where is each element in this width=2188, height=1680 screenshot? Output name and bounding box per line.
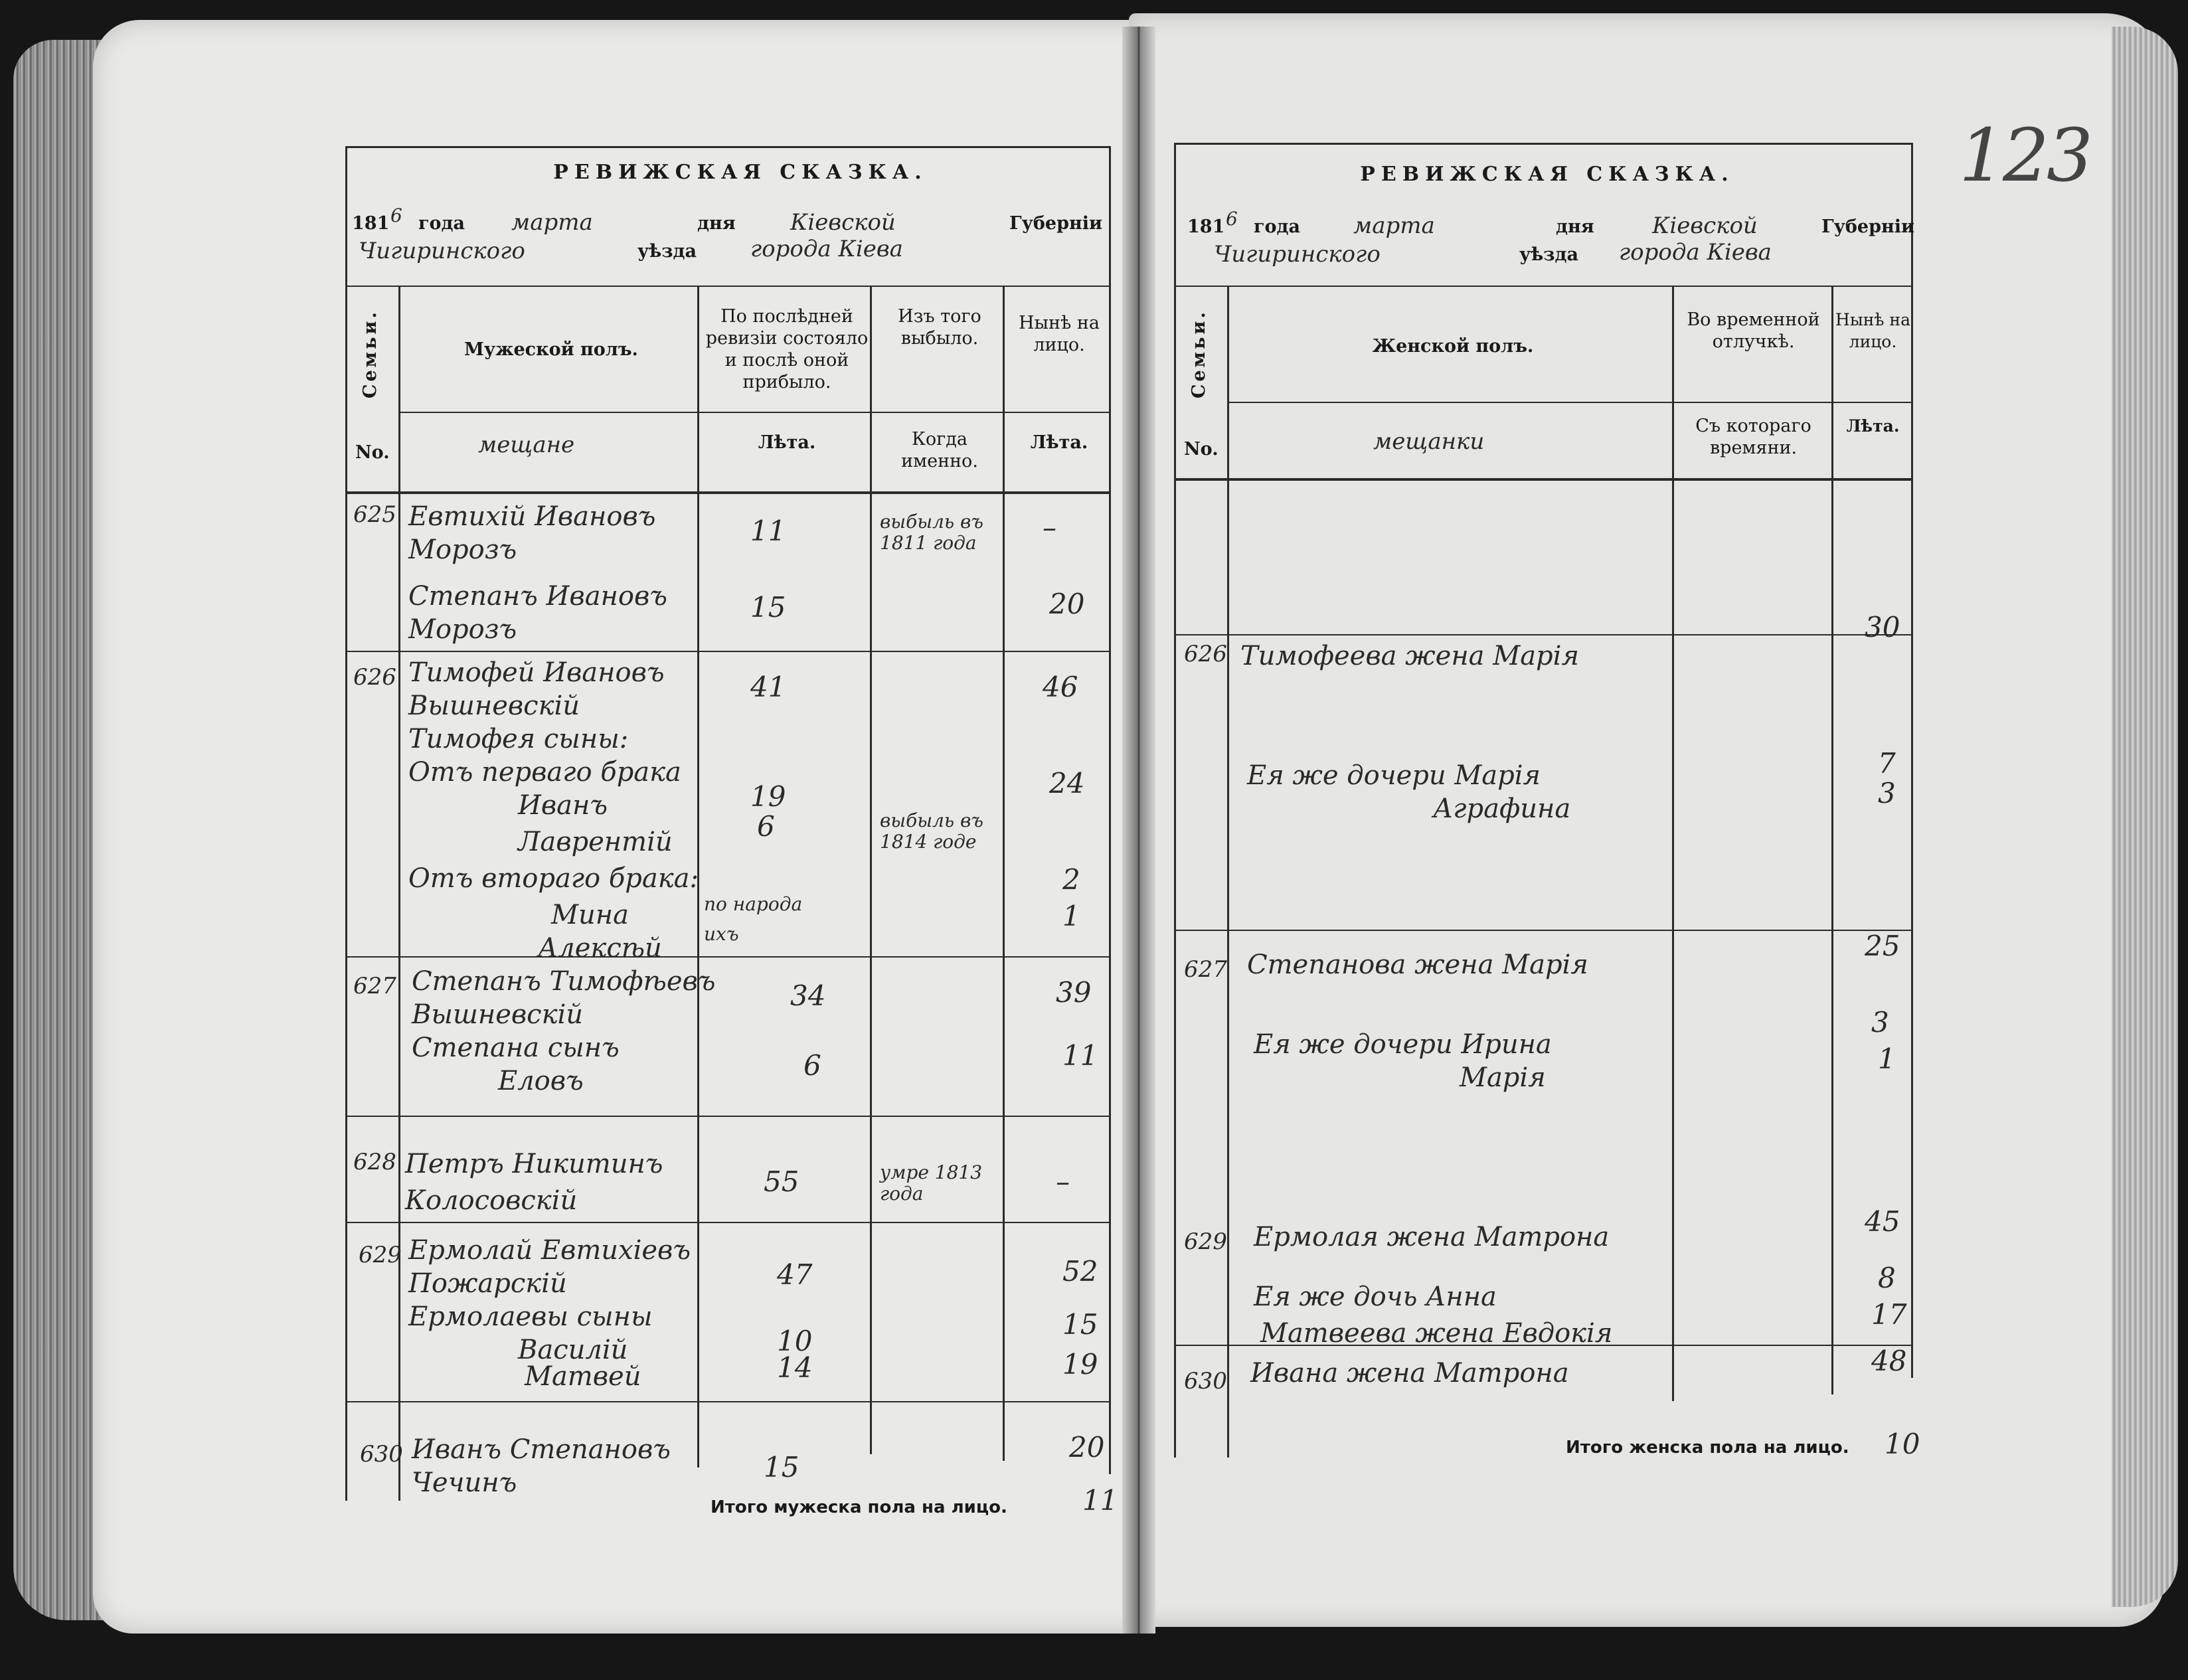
row-last-years: ихъ	[704, 923, 739, 945]
row-present-years: 20	[1069, 1431, 1105, 1464]
row-name: Ермолая жена Матрона	[1254, 1222, 1610, 1252]
row-present-years: –	[1056, 1165, 1070, 1198]
row-rule	[1174, 634, 1911, 635]
row-name: Иванъ Степановъ	[412, 1434, 671, 1465]
town-hand: города Кiева	[1619, 239, 1772, 266]
year-label: года	[418, 213, 465, 234]
row-name: Евтихiй Ивановъ	[408, 501, 656, 532]
col-name-rule	[1672, 286, 1674, 1401]
row-last-years: 41	[750, 671, 786, 703]
col-last-rule	[870, 286, 872, 1454]
subheader-rule	[1227, 402, 1911, 403]
row-last-years: 14	[777, 1351, 813, 1384]
row-name: Ермолаевы сыны	[408, 1302, 653, 1332]
sub-years: Лѣта.	[1846, 416, 1900, 436]
col-family-header: Семьи.	[360, 309, 380, 398]
col-male-hand: мещане	[478, 432, 575, 458]
row-name: Алексѣй	[538, 933, 662, 964]
row-present-years: 24	[1049, 767, 1085, 799]
col-family-rule	[398, 286, 400, 1501]
month-hand: марта	[511, 209, 593, 236]
row-name: Марiя	[1460, 1062, 1546, 1093]
table-top-rule	[1174, 478, 1911, 481]
row-name: Степана сынъ	[412, 1033, 620, 1063]
col-no-header: No.	[355, 442, 390, 463]
row-present-years: 8	[1878, 1262, 1896, 1294]
row-name: Ивана жена Матрона	[1250, 1358, 1569, 1388]
year-label: года	[1254, 216, 1301, 237]
row-name: Тимофеева жена Марiя	[1240, 641, 1579, 671]
sub-when: Когда именно.	[901, 429, 978, 471]
row-name: Еловъ	[498, 1066, 584, 1096]
frame-left	[345, 146, 347, 1501]
row-name: Ея же дочери Ирина	[1254, 1029, 1552, 1060]
row-last-years: 19	[750, 780, 786, 813]
row-name: Ермолай Евтихiевъ	[408, 1235, 691, 1266]
row-present-years: 30	[1865, 611, 1900, 643]
day-label: дня	[1556, 216, 1594, 237]
row-name: Морозъ	[408, 614, 517, 645]
row-present-years: 2	[1062, 863, 1080, 896]
row-no: 630	[360, 1441, 403, 1468]
row-present-years: 19	[1062, 1348, 1098, 1381]
row-rule	[1174, 930, 1911, 931]
row-name: Матвеева жена Евдокiя	[1260, 1318, 1613, 1349]
row-present-years: 39	[1056, 976, 1092, 1009]
row-left-when: умре 1813 года	[880, 1161, 983, 1205]
row-no: 626	[353, 664, 396, 691]
row-name: Мина	[551, 900, 629, 930]
district-hand: Чигиринского	[359, 238, 525, 264]
row-last-years: 10	[777, 1325, 813, 1357]
year-prefix: 181	[1187, 216, 1225, 237]
row-no: 630	[1184, 1368, 1227, 1394]
row-last-years: 55	[764, 1165, 799, 1198]
row-name: Лаврентiй	[518, 827, 673, 857]
row-present-years: 15	[1062, 1308, 1098, 1341]
row-rule	[345, 1116, 1109, 1117]
left-census-form	[345, 146, 1136, 1517]
row-present-years: 3	[1871, 1006, 1889, 1039]
right-census-form	[1174, 143, 1920, 1458]
col-left-rule	[1003, 286, 1005, 1461]
col-absent-header: Во временной отлучкѣ.	[1687, 309, 1820, 352]
row-rule	[345, 956, 1109, 958]
col-male-header: Мужеской полъ.	[464, 339, 638, 360]
row-name: Вышневскiй	[408, 691, 580, 721]
page-edges-right	[2112, 27, 2178, 1607]
row-last-years: 15	[750, 591, 786, 624]
col-left-header: Изъ того выбыло.	[898, 306, 981, 349]
row-name: Морозъ	[408, 535, 517, 565]
row-name: Отъ перваго брака	[408, 757, 681, 788]
row-left-when: выбыль въ 1814 годе	[880, 809, 983, 853]
row-rule	[345, 1222, 1109, 1223]
form-title: РЕВИЖСКАЯ СКАЗКА.	[1360, 163, 1734, 186]
frame-left	[1174, 143, 1176, 1458]
row-last-years: по народа	[704, 893, 803, 915]
row-last-years: 47	[777, 1258, 813, 1291]
row-name: Василiй	[518, 1335, 628, 1365]
row-present-years: 17	[1871, 1298, 1907, 1331]
row-name: Матвей	[525, 1361, 641, 1392]
col-female-header: Женской полъ.	[1372, 336, 1534, 357]
district-hand: Чигиринского	[1214, 241, 1381, 268]
row-name: Вышневскiй	[412, 999, 584, 1030]
row-name: Пожарскiй	[408, 1268, 567, 1299]
row-left-when: выбыль въ 1811 года	[880, 511, 983, 554]
row-rule	[345, 651, 1109, 652]
year-hand: 6	[1226, 208, 1238, 230]
row-present-years: 11	[1062, 1039, 1098, 1072]
total-male-label: Итого мужеска пола на лицо.	[711, 1497, 1007, 1517]
frame-top	[1174, 143, 1911, 145]
row-present-years: 52	[1062, 1255, 1098, 1288]
col-family-rule	[1227, 286, 1229, 1458]
district-label: уѣзда	[637, 241, 697, 262]
row-name: Иванъ	[518, 790, 608, 821]
row-present-years: 45	[1865, 1205, 1900, 1238]
row-name: Аграфина	[1433, 794, 1571, 824]
row-name: Отъ втораго брака:	[408, 863, 699, 894]
col-absent-rule	[1831, 286, 1833, 1394]
year-hand: 6	[390, 205, 402, 226]
row-present-years: –	[1043, 511, 1056, 544]
day-label: дня	[697, 213, 736, 234]
col-no-header: No.	[1184, 439, 1219, 460]
row-rule	[345, 1401, 1109, 1402]
row-last-years: 6	[803, 1049, 821, 1082]
row-name: Петръ Никитинъ	[405, 1149, 663, 1179]
frame-right	[1911, 143, 1913, 1378]
row-name: Тимофей Ивановъ	[408, 657, 665, 688]
row-present-years: 20	[1049, 588, 1085, 620]
row-no: 629	[1184, 1228, 1227, 1255]
row-name: Ея же дочери Марiя	[1247, 760, 1541, 791]
row-name: Колосовскiй	[405, 1185, 578, 1216]
row-present-years: 1	[1062, 900, 1080, 932]
town-hand: города Кiева	[750, 236, 903, 262]
district-label: уѣзда	[1519, 244, 1578, 265]
sub-years-1: Лѣта.	[758, 432, 816, 453]
row-no: 629	[359, 1242, 402, 1268]
row-name: Чечинъ	[412, 1468, 517, 1498]
row-present-years: 1	[1878, 1043, 1896, 1075]
page-number: 123	[1959, 113, 2090, 198]
row-name: Степанъ Тимофѣевъ	[412, 966, 716, 997]
row-name: Степанова жена Марiя	[1247, 950, 1588, 980]
sub-years-2: Лѣта.	[1030, 432, 1088, 453]
row-last-years: 6	[757, 810, 775, 843]
total-female-value: 10	[1885, 1428, 1920, 1460]
table-top-rule	[345, 491, 1109, 494]
row-last-years: 15	[764, 1451, 799, 1483]
row-present-years: 7	[1878, 747, 1896, 780]
row-name: Тимофея сыны:	[408, 724, 629, 754]
sub-since: Съ котораго времяни.	[1695, 416, 1811, 458]
row-present-years: 48	[1871, 1345, 1907, 1377]
province-label: Губернiи	[1821, 216, 1915, 237]
header-rule	[345, 286, 1109, 287]
total-male-value: 11	[1082, 1484, 1118, 1517]
province-label: Губернiи	[1009, 213, 1103, 234]
row-no: 625	[353, 501, 396, 528]
col-present-header: Нынѣ на лицо.	[1019, 313, 1100, 355]
row-present-years: 25	[1865, 930, 1900, 962]
frame-top	[345, 146, 1109, 148]
province-hand: Кiевской	[1652, 212, 1758, 239]
col-present-header: Нынѣ на лицо.	[1835, 310, 1910, 351]
row-no: 626	[1184, 641, 1227, 667]
row-last-years: 34	[790, 979, 826, 1012]
row-name: Степанъ Ивановъ	[408, 581, 667, 612]
total-female-label: Итого женска пола на лицо.	[1566, 1438, 1849, 1458]
form-title: РЕВИЖСКАЯ СКАЗКА.	[553, 161, 928, 184]
col-female-hand: мещанки	[1373, 428, 1485, 455]
row-no: 627	[353, 973, 396, 999]
row-present-years: 46	[1043, 671, 1078, 703]
month-hand: марта	[1353, 212, 1435, 239]
row-no: 628	[353, 1149, 396, 1175]
col-family-header: Семьи.	[1189, 309, 1209, 398]
frame-right	[1109, 146, 1111, 1474]
header-rule	[1174, 286, 1911, 287]
row-last-years: 11	[750, 515, 786, 547]
row-name: Ея же дочь Анна	[1254, 1282, 1497, 1312]
province-hand: Кiевской	[790, 209, 896, 236]
col-last-header: По послѣдней ревизiи состояло и послѣ оной прибыло.	[705, 306, 869, 392]
year-prefix: 181	[352, 213, 390, 234]
row-present-years: 3	[1878, 777, 1896, 809]
row-no: 627	[1184, 956, 1227, 983]
